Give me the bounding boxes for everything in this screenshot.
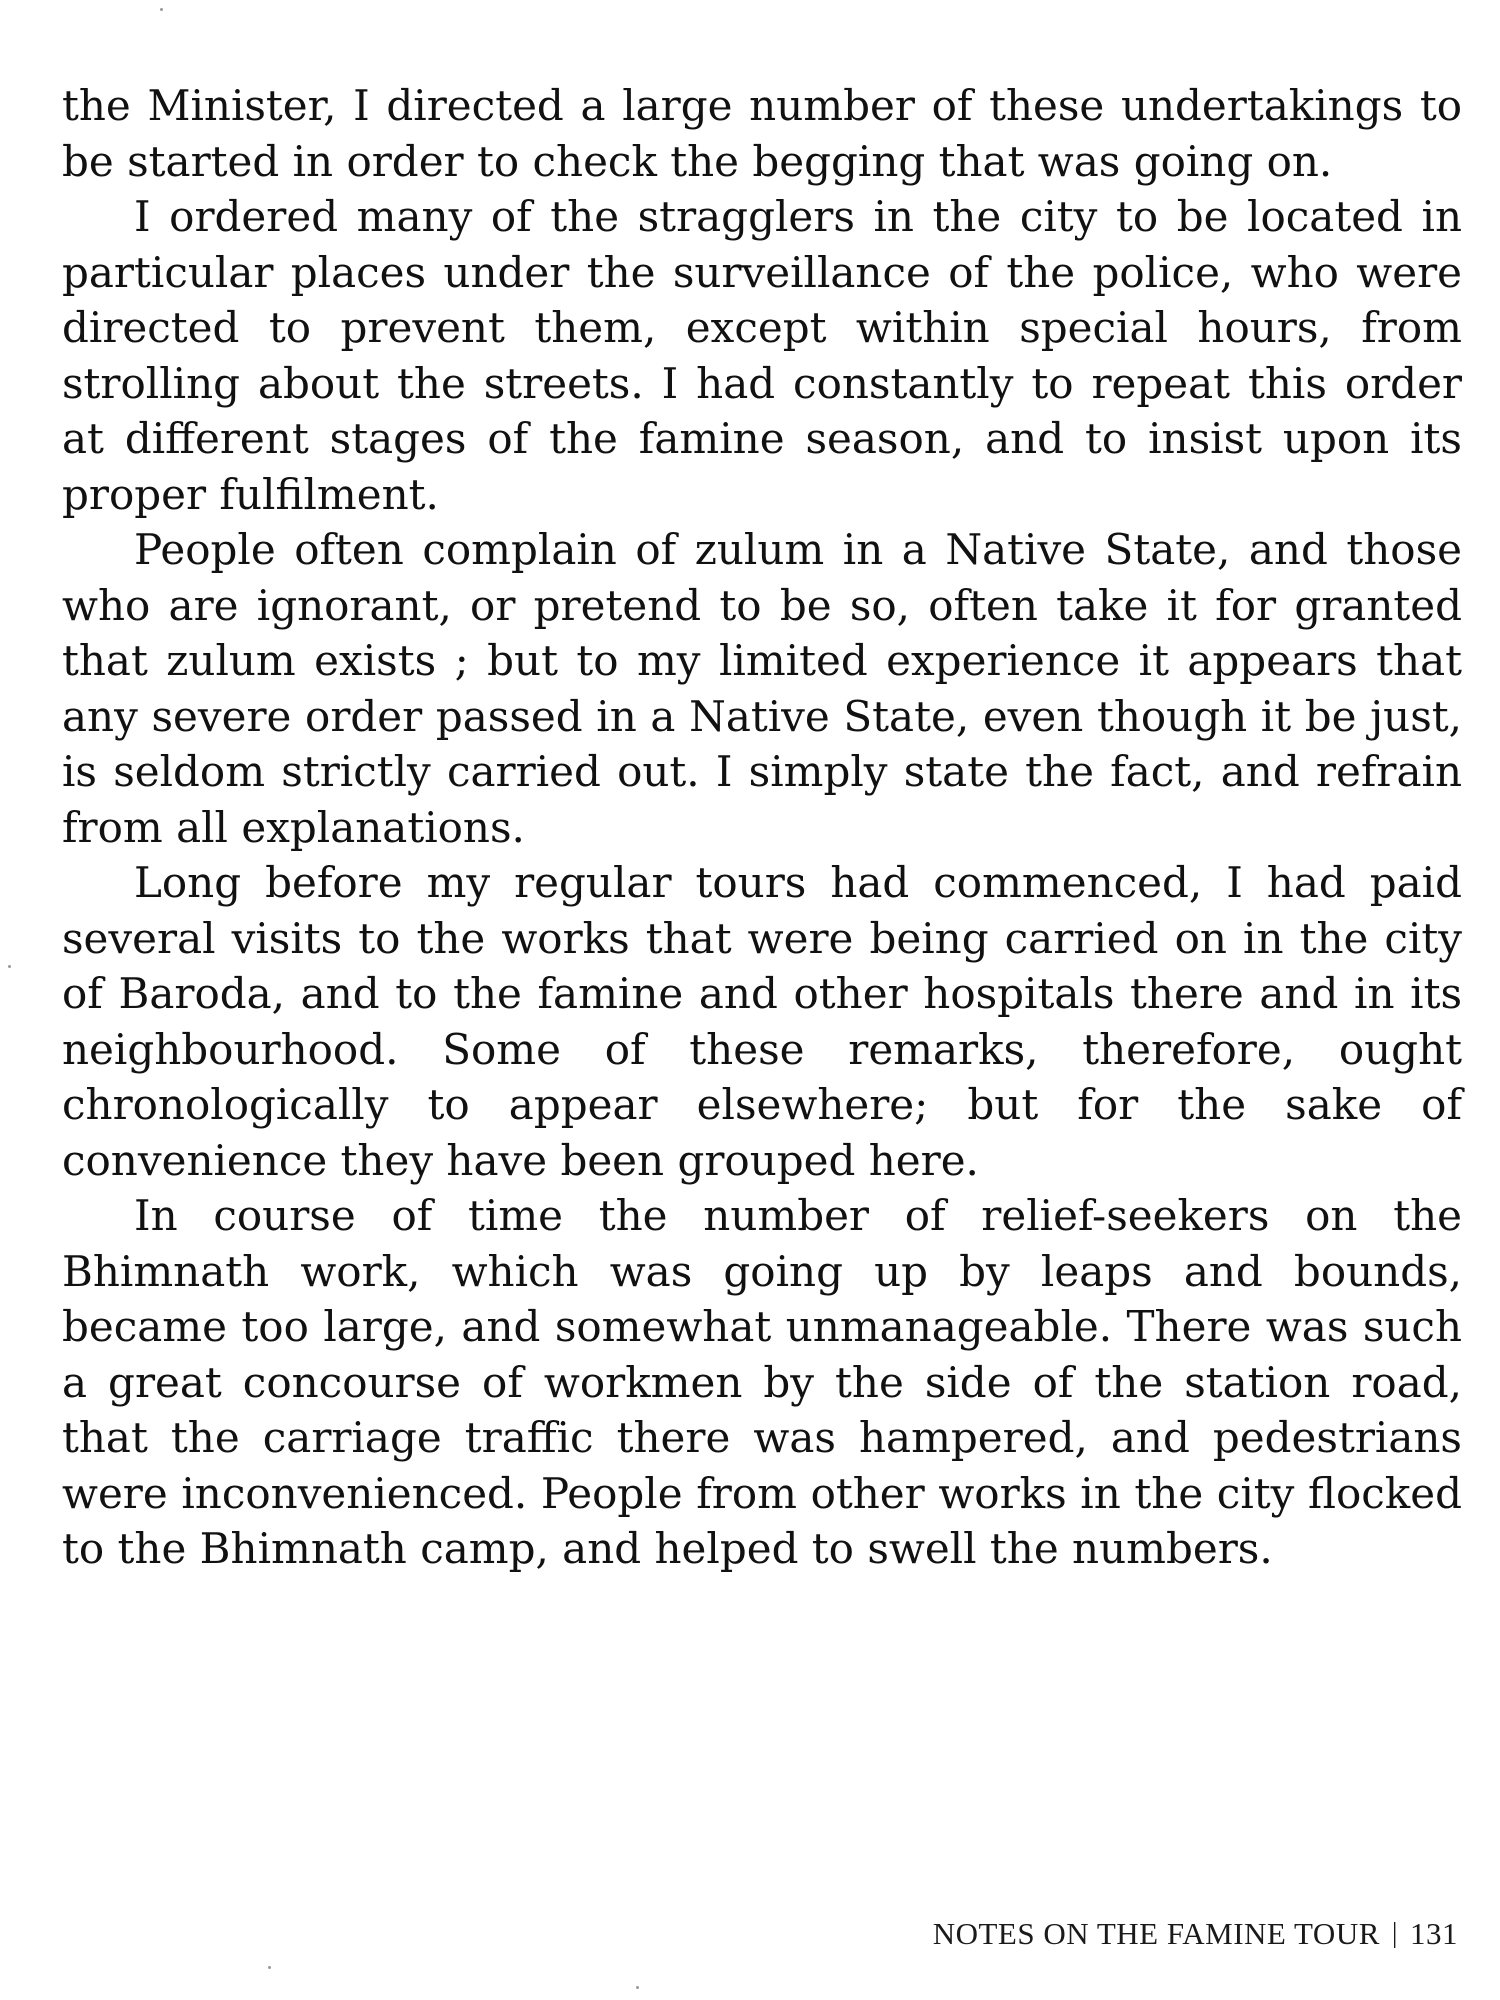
scan-speck: [268, 1966, 271, 1969]
running-footer: [933, 1916, 1458, 1952]
scan-speck: [160, 8, 163, 11]
scan-speck: [8, 965, 11, 968]
paragraph-bhimnath: In course of time the number of relief-seekers on the Bhimnath work, which was going up by leaps and bounds, became too large, and somewhat unmanageable. There was such a great concourse of workmen by the side of the station road, that the carriage traffic there was hampered, and pedestrians were inconvenienced. People from other works in the city flocked to the Bhimnath camp, and helped to swell the numbers.: [62, 1191, 1462, 1573]
paragraph-continued: the Minister, I directed a large number of these undertakings to be started in order to check the begging that was going on.: [62, 81, 1462, 186]
page-number: 131: [1410, 1916, 1458, 1951]
scan-speck: [636, 1986, 639, 1989]
paragraph-stragglers: I ordered many of the stragglers in the city to be located in particular places under the surveillance of the police, who were directed to prevent them, except within special hours, from strolling about the streets. I had constantly to repeat this order at different stages of the famine season, and to insist upon its proper fulfilment.: [62, 192, 1462, 519]
text-body: [62, 78, 1462, 1577]
paragraph-zulum: People often complain of zulum in a Native State, and those who are ignorant, or pretend to be so, often take it for granted that zulum exists ; but to my limited experience it appears that any severe order passed in a Native State, even though it be just, is seldom strictly carried out. I simply state the fact, and refrain from all explanations.: [62, 525, 1462, 852]
running-title: NOTES ON THE FAMINE TOUR: [932, 1916, 1380, 1951]
footer-separator: |: [1391, 1918, 1398, 1949]
paragraph-visits: Long before my regular tours had commenced, I had paid several visits to the works that were being carried on in the city of Baroda, and to the famine and other hospitals there and in its neighbourhood. Some of these remarks, therefore, ought chronologically to appear elsewhere; but for the sake of convenience they have been grouped here.: [62, 858, 1462, 1185]
